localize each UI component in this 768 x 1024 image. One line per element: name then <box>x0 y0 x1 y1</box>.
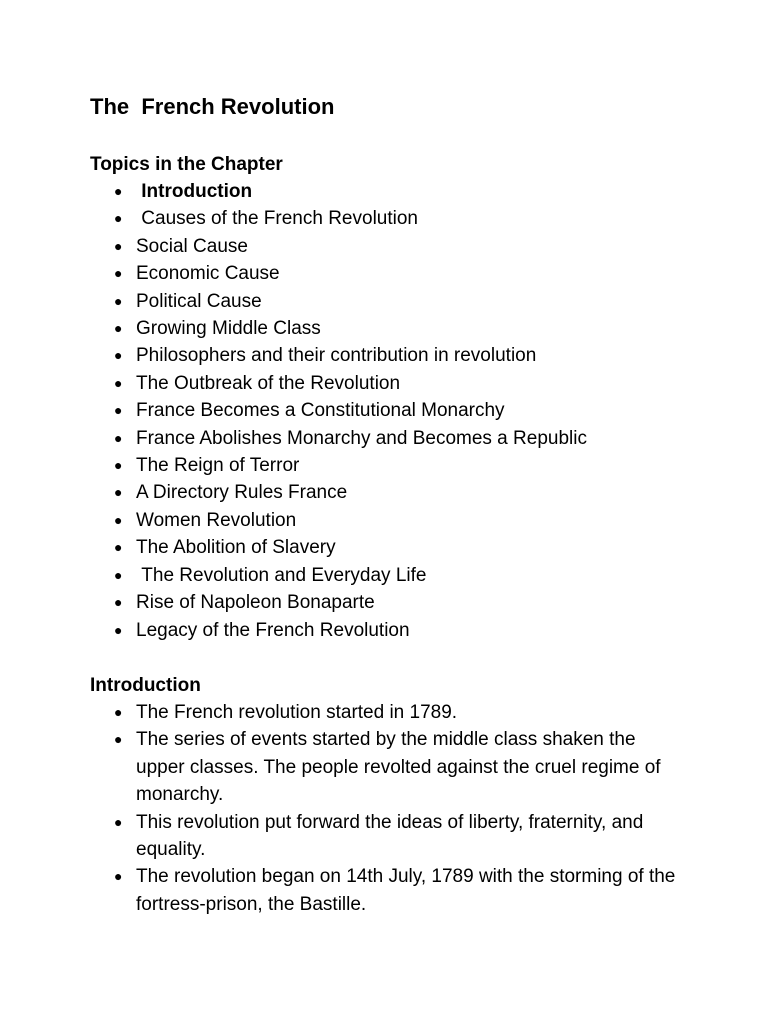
topic-list-item <box>0 589 768 616</box>
topic-list-item-text: Women Revolution <box>136 509 297 531</box>
topic-list-item <box>0 617 768 644</box>
bullet-icon: ● <box>114 347 123 364</box>
topic-list-item-text: France Abolishes Monarchy and Becomes a Republic <box>136 427 587 449</box>
topic-list-item-text: Legacy of the French Revolution <box>136 619 410 641</box>
topic-list-item <box>0 452 768 479</box>
topic-list-item-text: The Revolution and Everyday Life <box>136 564 427 586</box>
bullet-icon: ● <box>114 511 123 528</box>
topic-list-item <box>0 479 768 506</box>
topic-list-item-text: The Abolition of Slavery <box>136 537 336 559</box>
bullet-icon: ● <box>114 402 123 419</box>
introduction-list-item <box>0 809 768 864</box>
topic-list-item <box>0 370 768 397</box>
topic-list-item <box>0 342 768 369</box>
bullet-icon: ● <box>114 210 123 227</box>
bullet-icon: ● <box>114 183 123 199</box>
topic-list-item-text: Economic Cause <box>136 263 280 285</box>
bullet-icon: ● <box>114 704 123 720</box>
topic-list-item-text: Rise of Napoleon Bonaparte <box>136 592 375 614</box>
document-title: The French Revolution <box>90 94 335 119</box>
topic-list-item-text: Philosophers and their contribution in revolution <box>136 345 537 367</box>
topic-list-item <box>0 534 768 561</box>
bullet-icon: ● <box>114 566 123 583</box>
introduction-list <box>0 699 768 918</box>
topics-list <box>0 178 768 644</box>
topic-list-item-text: Social Cause <box>136 235 248 257</box>
introduction-list-item <box>0 699 768 726</box>
bullet-icon: ● <box>114 621 123 638</box>
introduction-list-item <box>0 863 768 918</box>
topic-list-item-text: Political Cause <box>136 290 262 312</box>
topic-list-item <box>0 178 768 205</box>
introduction-list-item-text: The French revolution started in 1789. <box>136 702 458 723</box>
bullet-icon: ● <box>114 868 123 885</box>
topic-list-item <box>0 425 768 452</box>
topic-list-item <box>0 562 768 589</box>
topic-list-item-text: The Reign of Terror <box>136 455 300 477</box>
topic-list-item-text: Introduction <box>136 181 253 202</box>
topic-list-item <box>0 233 768 260</box>
introduction-list-item-text: The series of events started by the middle class shaken the upper classes. The people revolted against the cruel regime of monarchy. <box>136 729 666 806</box>
introduction-heading: Introduction <box>90 675 201 696</box>
bullet-icon: ● <box>114 237 123 254</box>
topic-list-item <box>0 288 768 315</box>
topic-list-item <box>0 507 768 534</box>
bullet-icon: ● <box>114 374 123 391</box>
bullet-icon: ● <box>114 813 123 830</box>
bullet-icon: ● <box>114 484 123 501</box>
topic-list-item-text: Causes of the French Revolution <box>136 208 418 230</box>
bullet-icon: ● <box>114 594 123 611</box>
topics-heading: Topics in the Chapter <box>90 154 283 175</box>
topic-list-item <box>0 205 768 232</box>
bullet-icon: ● <box>114 320 123 337</box>
topic-list-item <box>0 315 768 342</box>
topic-list-item-text: The Outbreak of the Revolution <box>136 372 401 394</box>
bullet-icon: ● <box>114 457 123 474</box>
topic-list-item-text: A Directory Rules France <box>136 482 348 504</box>
topic-list-item-text: France Becomes a Constitutional Monarchy <box>136 400 505 422</box>
bullet-icon: ● <box>114 429 123 446</box>
introduction-list-item-text: The revolution began on 14th July, 1789 with the storming of the fortress-prison, the Bastille. <box>136 866 681 915</box>
introduction-list-item <box>0 726 768 808</box>
bullet-icon: ● <box>114 292 123 309</box>
introduction-list-item-text: This revolution put forward the ideas of liberty, fraternity, and equality. <box>136 811 649 861</box>
bullet-icon: ● <box>114 539 123 556</box>
topic-list-item-text: Growing Middle Class <box>136 318 321 340</box>
topic-list-item <box>0 397 768 424</box>
topic-list-item <box>0 260 768 287</box>
bullet-icon: ● <box>114 265 123 282</box>
bullet-icon: ● <box>114 731 123 748</box>
